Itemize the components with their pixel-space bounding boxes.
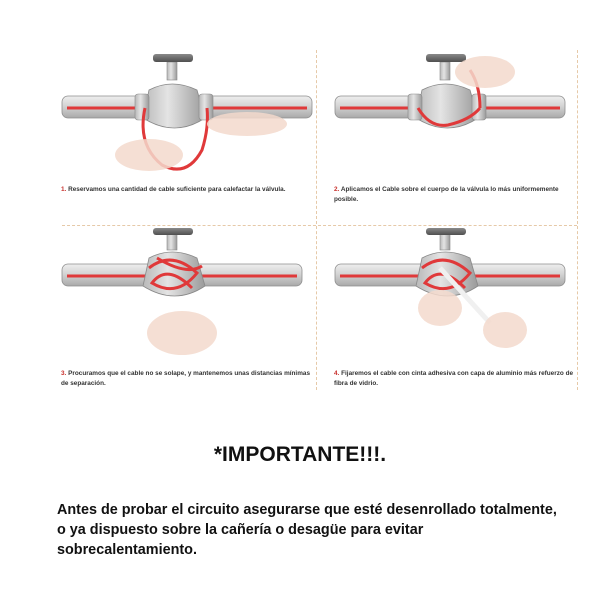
hand-shape [207, 112, 287, 136]
step-1-valve-illustration [57, 40, 317, 180]
step-1-panel [57, 40, 317, 230]
hand-shape [147, 311, 217, 355]
hand-shape [418, 290, 462, 326]
step-2-caption: 2. Aplicamos el Cable sobre el cuerpo de la válvula lo más uniformemente posible. [334, 186, 559, 203]
important-heading: *IMPORTANTE!!!. [213, 443, 387, 466]
step-2-valve-illustration [330, 40, 590, 180]
step-3-valve-illustration [57, 228, 317, 368]
step-2-panel [330, 40, 590, 230]
hand-shape [115, 139, 183, 171]
warning-paragraph: Antes de probar el circuito asegurarse que esté desenrollado totalmente, o ya dispuesto sobre la cañería o desagüe para evitar sobrecalentamiento. [57, 502, 557, 558]
step-4-panel [330, 228, 590, 418]
step-3-panel [57, 228, 317, 418]
hand-shape [455, 56, 515, 88]
step-4-caption: 4. Fijaremos el cable con cinta adhesiva con capa de aluminio más refuerzo de fibra de vidrio. [334, 370, 574, 387]
step-1-caption: 1. Reservamos una cantidad de cable suficiente para calefactar la válvula. [61, 186, 286, 193]
step-3-caption: 3. Procuramos que el cable no se solape, y mantenemos unas distancias mínimas de separación. [61, 370, 310, 387]
hand-shape [483, 312, 527, 348]
step-4-valve-illustration [330, 228, 590, 368]
